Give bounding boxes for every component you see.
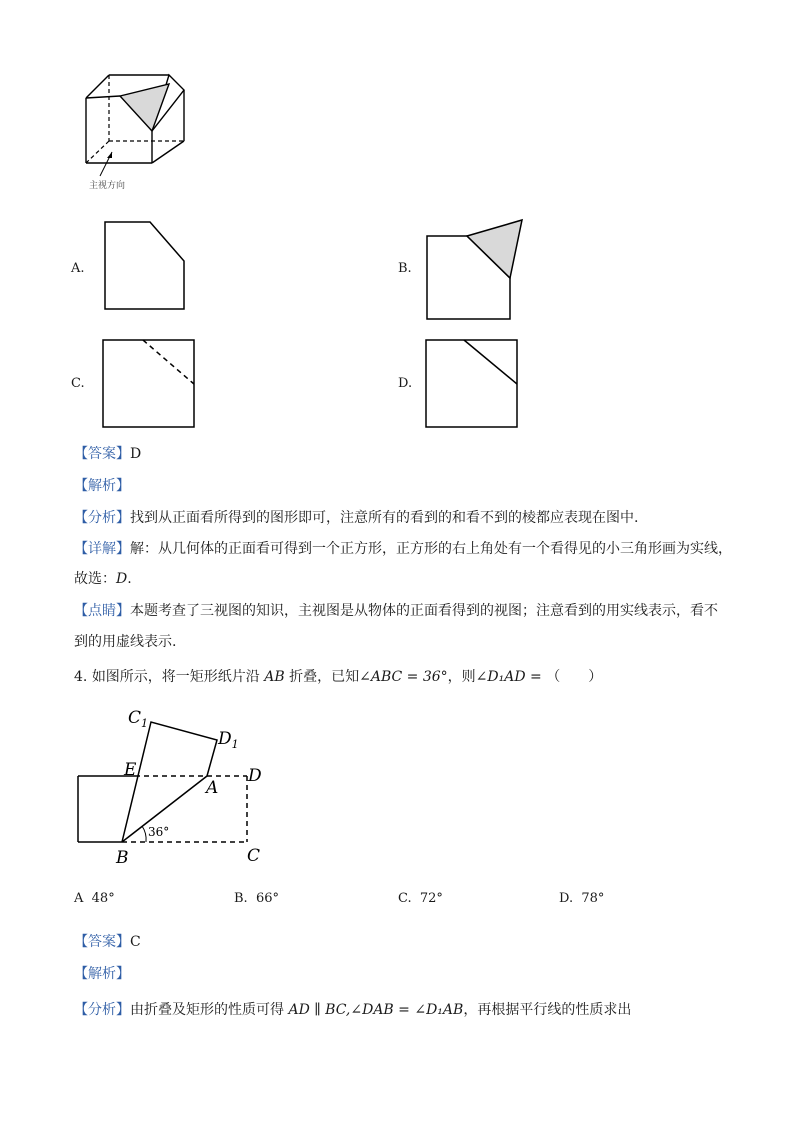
q3-dianjing: [74, 600, 718, 620]
label-c1: $C_1$: [128, 708, 149, 730]
label-d: D: [248, 766, 262, 786]
q4-answer-paren: （ ）: [546, 669, 603, 685]
label-angle: 36°: [148, 825, 170, 839]
q4-option-b-value: 66°: [255, 891, 279, 906]
q3-xiangjie-line2: [74, 568, 132, 588]
q4-stem-b: 折叠，已知: [289, 669, 360, 685]
fenxi-tag: 【分析】: [74, 510, 130, 526]
answer-tag: 【答案】: [74, 446, 130, 462]
q3-dianjing-line2: 到的用虚线表示.: [74, 634, 177, 650]
q4-option-d: [559, 891, 604, 906]
q4-fenxi-a: 由折叠及矩形的性质可得: [130, 1002, 284, 1018]
xiangjie-text: 解：从几何体的正面看可得到一个正方形，正方形的右上角处有一个看得见的小三角形画为实线，: [130, 541, 732, 557]
label-d1: $D_1$: [218, 729, 239, 751]
label-a: A: [206, 778, 219, 798]
q3-option-b-figure: [424, 217, 528, 322]
q3-answer: [74, 443, 141, 463]
q4-answer-value: C: [130, 934, 141, 950]
fold-figure: [70, 700, 280, 870]
xiangjie-tag: 【详解】: [74, 541, 130, 557]
q4-option-a-value: 48°: [91, 891, 115, 906]
label-e: E: [124, 760, 137, 780]
q4-stem: [74, 666, 602, 686]
dianjing-text: 本题考查了三视图的知识，主视图是从物体的正面看得到的视图；注意看到的用实线表示，看不: [130, 603, 718, 619]
q4-option-c: [398, 891, 443, 906]
q4-fenxi: [74, 999, 631, 1019]
q4-asked-angle: ∠D₁AD =: [475, 669, 542, 685]
xiangjie-period: .: [127, 571, 132, 587]
view-direction-label: 主视方向: [89, 181, 126, 191]
dianjing-tag: 【点睛】: [74, 603, 130, 619]
q4-option-b-letter: B.: [234, 891, 248, 906]
q3-option-a-letter: A.: [71, 261, 85, 276]
q4-fenxi-b: ，再根据平行线的性质求出: [463, 1002, 632, 1018]
q4-option-a-letter: A: [74, 891, 84, 906]
q3-option-d-figure: [424, 338, 520, 430]
q4-stem-ab: AB: [264, 669, 285, 685]
q3-option-b-letter: B.: [398, 261, 412, 276]
q4-option-c-value: 72°: [419, 891, 443, 906]
q3-option-a-figure: [102, 219, 190, 313]
q4-answer: [74, 931, 141, 951]
answer-value: D: [130, 446, 142, 462]
label-c: C: [247, 846, 261, 866]
label-b: B: [116, 848, 129, 868]
q4-stem-a: 如图所示，将一矩形纸片沿: [91, 669, 260, 685]
q3-analysis-tag: 【解析】: [74, 478, 130, 494]
q4-option-b: [234, 891, 279, 906]
q4-option-d-letter: D.: [559, 891, 574, 906]
q4-option-a: [74, 891, 115, 906]
q4-given-angle: ∠ABC = 36°: [359, 669, 448, 685]
q4-stem-c: ，则: [447, 669, 476, 685]
q4-answer-tag: 【答案】: [74, 934, 130, 950]
q3-option-d-letter: D.: [398, 376, 413, 391]
q3-option-c-figure: [101, 338, 197, 430]
q4-fenxi-tag: 【分析】: [74, 1002, 130, 1018]
q4-option-c-letter: C.: [398, 891, 412, 906]
fenxi-text: 找到从正面看所得到的图形即可，注意所有的看到的和看不到的棱都应表现在图中.: [130, 510, 639, 526]
q3-xiangjie: [74, 538, 732, 558]
xiangjie-choose: 故选：: [74, 571, 116, 587]
q4-option-d-value: 78°: [581, 891, 605, 906]
q4-fenxi-math: AD ∥ BC,∠DAB = ∠D₁AB: [288, 1002, 464, 1018]
q4-number: 4.: [74, 669, 88, 685]
q4-analysis-tag: 【解析】: [74, 966, 130, 982]
xiangjie-choice: D: [116, 571, 128, 587]
cube-figure: [74, 66, 204, 196]
q3-option-c-letter: C.: [71, 376, 85, 391]
q3-fenxi: [74, 507, 638, 527]
